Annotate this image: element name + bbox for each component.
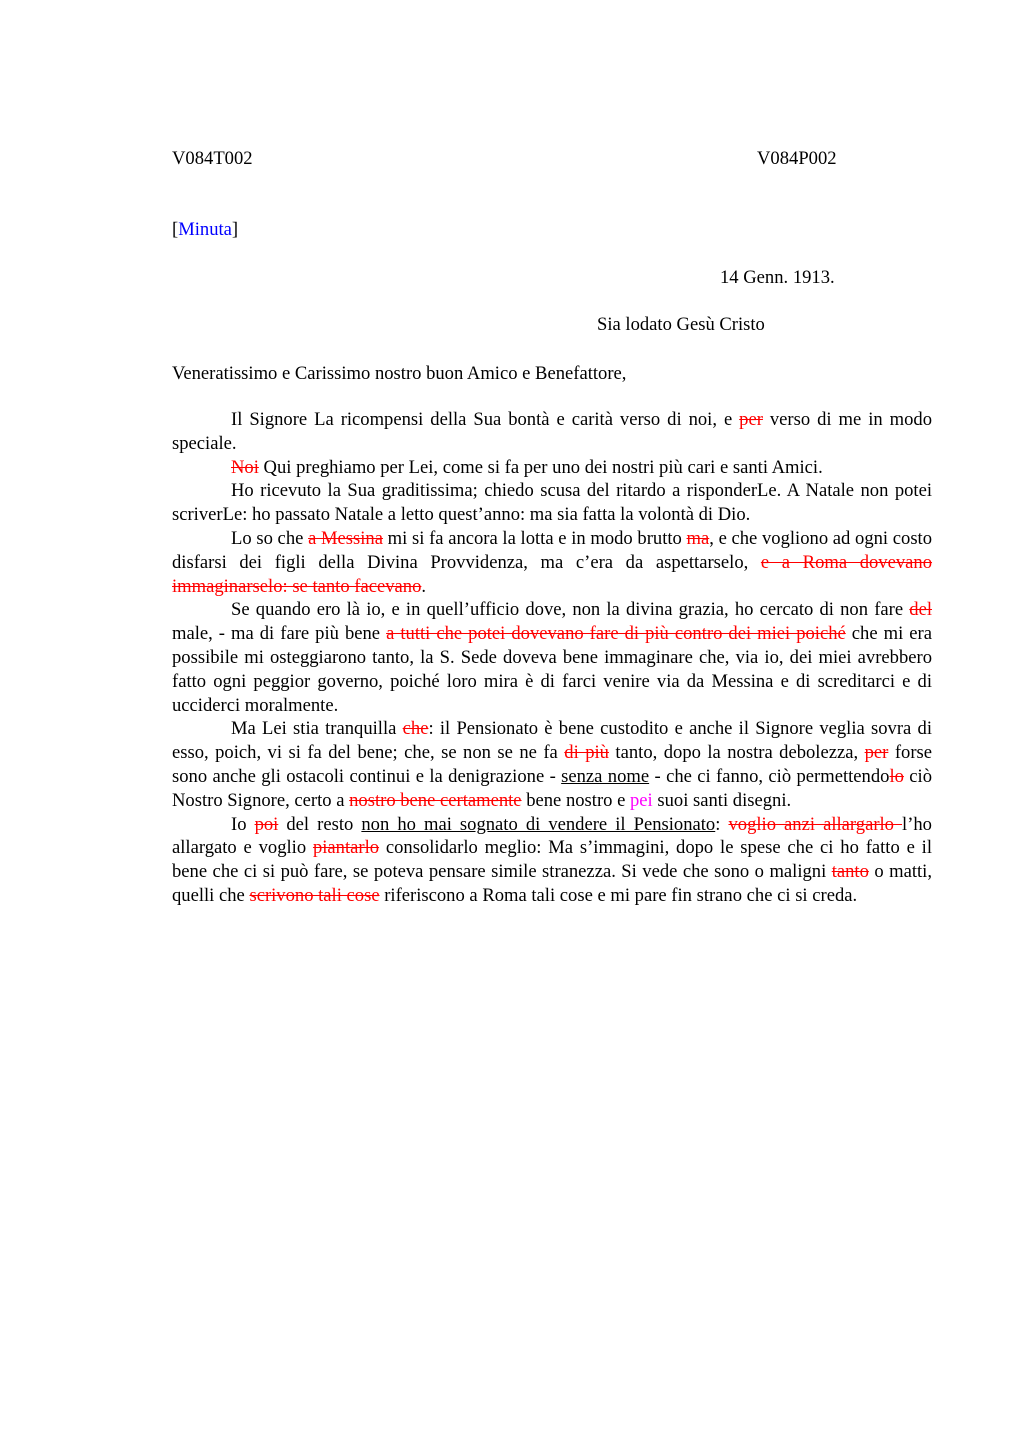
letter-body <box>172 408 932 908</box>
text-run: consolidarlo meglio: Ma s’immagini, dopo le spese che ci ho fatto e il bene che ci si può fare, se poteva pensare simile stranezza. Si vede che sono o maligni <box>172 837 932 883</box>
text-run: Qui preghiamo per Lei, come si fa per uno dei nostri più cari e santi Amici. <box>258 456 823 478</box>
text-run: Ho ricevuto la Sua graditissima; chiedo scusa del ritardo a risponderLe. A Natale non potei scriverLe: ho passato Natale a letto quest’anno: ma sia fatta la volontà di Dio. <box>172 480 932 526</box>
draft-label <box>172 221 238 240</box>
text-run: Io <box>231 813 255 835</box>
deleted-text: che <box>402 718 429 740</box>
text-run: : il Pensionato è bene custodito e anche il Signore veglia sovra di esso, poich, vi si fa del bene; che, se non se ne fa <box>172 718 933 764</box>
deleted-text: per <box>739 409 763 430</box>
underlined-text: senza nome <box>561 765 650 787</box>
text-run: bene nostro e <box>521 789 630 811</box>
deleted-text: lo <box>889 765 904 787</box>
text-run: male, - ma di fare più bene <box>172 623 387 645</box>
paragraph <box>172 456 932 480</box>
text-run: verso di me in modo speciale. <box>172 409 932 454</box>
text-run: del resto <box>278 813 362 835</box>
deleted-text: del <box>909 599 932 621</box>
deleted-text: ma <box>686 527 710 549</box>
text-run: riferiscono a Roma tali cose e mi pare fin strano che ci si creda. <box>379 884 858 906</box>
text-run: tanto, dopo la nostra debolezza, <box>608 742 865 764</box>
deleted-text: poi <box>254 813 279 835</box>
deleted-text: scrivono tali cose <box>249 884 380 906</box>
deleted-text: e a Roma dovevano immaginarselo: se tanto facevano <box>172 551 933 597</box>
text-run: Il Signore La ricompensi della Sua bontà e carità verso di noi, e <box>231 409 740 430</box>
paragraph <box>172 717 932 812</box>
paragraph <box>172 527 932 598</box>
text-run: forse sono anche gli ostacoli continui e la denigrazione - <box>172 742 932 787</box>
deleted-text: nostro bene certamente <box>349 789 522 811</box>
deleted-text: piantarlo <box>312 837 380 859</box>
paragraph <box>172 598 932 717</box>
text-run: Lo so che <box>231 527 309 549</box>
text-run: Ma Lei stia tranquilla <box>231 718 403 740</box>
text-run: suoi santi disegni. <box>652 789 792 811</box>
deleted-text: di più <box>564 742 609 764</box>
text-run: - che ci fanno, ciò permettendo <box>649 765 890 787</box>
invocation: Sia lodato Gesù Cristo <box>597 314 765 335</box>
document-code-left: V084T002 <box>172 148 253 169</box>
text-run: ciò Nostro Signore, certo a <box>172 765 932 811</box>
document-code-right: V084P002 <box>757 148 837 169</box>
deleted-text: tanto <box>831 861 869 883</box>
paragraph <box>172 479 932 527</box>
deleted-text: Noi <box>231 456 259 478</box>
text-run: l’ho allargato e voglio <box>172 813 932 859</box>
text-run: Se quando ero là io, e in quell’ufficio dove, non la divina grazia, ho cercato di non fare <box>231 599 910 621</box>
text-run: mi si fa ancora la lotta e in modo brutto <box>382 527 687 549</box>
text-run: . <box>421 575 427 597</box>
underlined-text: non ho mai sognato di vendere il Pensionato <box>361 813 716 835</box>
text-run: : <box>715 813 729 835</box>
deleted-text: per <box>864 742 889 764</box>
paragraph <box>172 813 932 908</box>
deleted-text: a tutti che potei dovevano fare di più contro dei miei poiché <box>386 623 846 645</box>
salutation: Veneratissimo e Carissimo nostro buon Amico e Benefattore, <box>172 363 627 384</box>
paragraph <box>172 408 932 456</box>
deleted-text: voglio anzi allargarlo <box>728 813 903 835</box>
text-run: o matti, quelli che <box>172 861 932 906</box>
letter-date: 14 Genn. 1913. <box>720 267 835 288</box>
inserted-text: pei <box>630 789 653 811</box>
deleted-text: a Messina <box>308 527 383 549</box>
bracket-close: ] <box>231 219 239 240</box>
text-run: che mi era possibile mi osteggiarono tanto, la S. Sede doveva bene immaginare che, via io, dei miei avrebbero fatto ogni peggior governo, poiché loro mira è di farci venire via da Messina e di screditarci e di ucciderci moralmente. <box>172 623 932 716</box>
draft-label-text: Minuta <box>178 219 232 240</box>
bracket-open: [ <box>172 219 179 240</box>
text-run: , e che vogliono ad ogni costo disfarsi dei figli della Divina Provvidenza, ma c’era da aspettarselo, <box>172 527 933 573</box>
